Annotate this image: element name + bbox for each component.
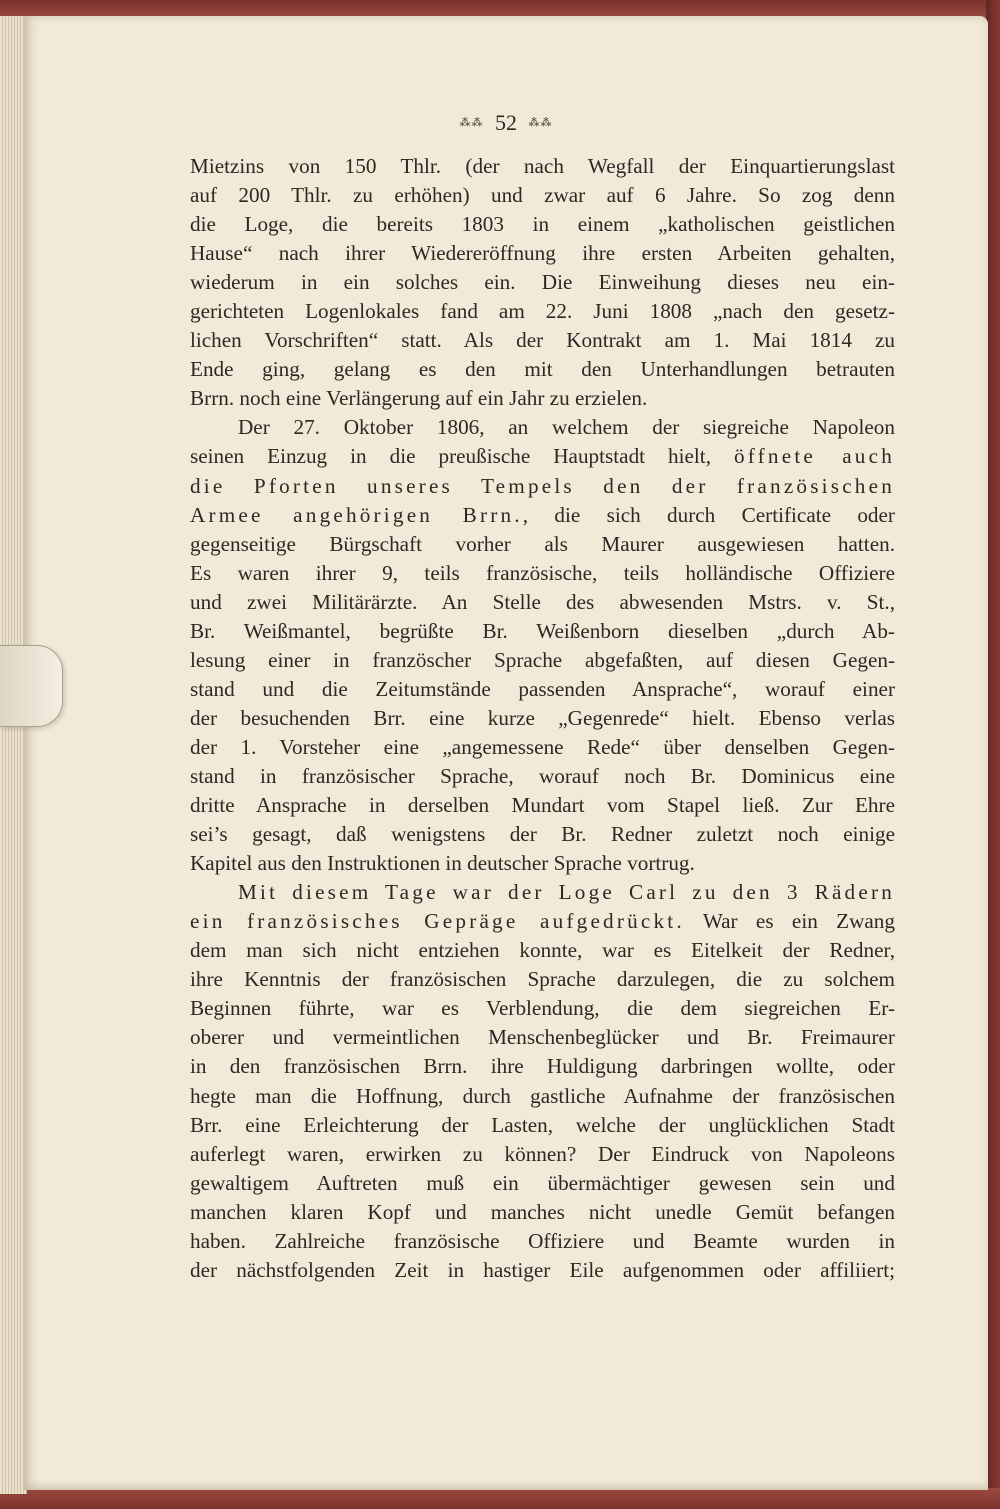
text-segment: War es ein Zwang [684, 909, 895, 934]
page-number: 52 [495, 109, 517, 135]
text-line: die Loge, die bereits 1803 in einem „katholischen geistlichen [190, 212, 895, 237]
text-line: Mietzins von 150 Thlr. (der nach Wegfall der Einquartierungslast [190, 154, 895, 178]
text-line: Br. Weißmantel, begrüßte Br. Weißenborn dieselben „durch Ab- [190, 618, 895, 643]
text-line: wiederum in ein solches ein. Die Einweihung dieses neu ein- [190, 270, 895, 295]
text-line: gerichteten Logenlokales fand am 22. Juni 1808 „nach den gesetz- [190, 299, 895, 324]
text-line: Hause“ nach ihrer Wiedereröffnung ihre ersten Arbeiten gehalten, [190, 241, 895, 266]
text-line: gewaltigem Auftreten muß ein übermächtiger gewesen sein und [190, 1170, 895, 1195]
bookmark-ribbon [0, 645, 63, 727]
text-line: hegte man die Hoffnung, durch gastliche Aufnahme der französischen [190, 1083, 895, 1108]
page-stack-edges [0, 16, 27, 1494]
text-line: manchen klaren Kopf und manches nicht unedle Gemüt befangen [190, 1199, 895, 1224]
text-line: Brr. eine Erleichterung der Lasten, welche der unglücklichen Stadt [190, 1112, 895, 1137]
text-segment: seinen Einzug in die preußische Hauptstadt hielt, [190, 444, 734, 469]
text-line: dritte Ansprache in derselben Mundart vom Stapel ließ. Zur Ehre [190, 793, 895, 818]
spaced-text-line: Mit diesem Tage war der Loge Carl zu den 3 Rädern [238, 880, 895, 905]
spaced-text-line: die Pforten unseres Tempels den der französischen [190, 473, 895, 498]
text-line: in den französischen Brrn. ihre Huldigung darbringen wollte, oder [190, 1054, 895, 1079]
text-line: der nächstfolgenden Zeit in hastiger Eile aufgenommen oder affiliiert; [190, 1257, 895, 1282]
text-line: dem man sich nicht entziehen konnte, war es Eitelkeit der Redner, [190, 938, 895, 963]
spaced-text-segment: Armee angehörigen Brrn. [190, 502, 523, 527]
ornament-right: ⁂⁂ [528, 117, 553, 130]
book-cover-bottom-edge [0, 1488, 1000, 1509]
page-header [24, 108, 988, 136]
spaced-text-segment: ein französisches Gepräge aufgedrückt. [190, 909, 685, 934]
text-line [190, 442, 895, 471]
text-line [190, 501, 895, 530]
text-line: und zwei Militärärzte. An Stelle des abwesenden Mstrs. v. St., [190, 589, 895, 614]
spaced-text-segment: öffnete auch [734, 444, 895, 469]
text-line: oberer und vermeintlichen Menschenbeglücker und Br. Freimaurer [190, 1025, 895, 1050]
text-line: der 1. Vorsteher eine „angemessene Rede“ über denselben Gegen- [190, 734, 895, 759]
text-line: haben. Zahlreiche französische Offiziere und Beamte wurden in [190, 1228, 895, 1253]
text-segment: , die sich durch Certificate oder [522, 502, 895, 527]
text-line: auferlegt waren, erwirken zu können? Der Eindruck von Napoleons [190, 1141, 895, 1166]
text-line: lesung einer in französcher Sprache abgefaßten, auf diesen Gegen- [190, 647, 895, 672]
text-line: ihre Kenntnis der französischen Sprache darzulegen, die zu solchem [190, 967, 895, 992]
text-line: Ende ging, gelang es den mit den Unterhandlungen betrauten [190, 357, 895, 382]
book-cover-right-edge [986, 0, 1000, 1509]
text-line: stand und die Zeitumstände passenden Ansprache“, worauf einer [190, 676, 895, 701]
text-line: Es waren ihrer 9, teils französische, teils holländische Offiziere [190, 560, 895, 585]
text-line: gegenseitige Bürgschaft vorher als Maurer ausgewiesen hatten. [190, 531, 895, 556]
text-line: Kapitel aus den Instruktionen in deutscher Sprache vortrug. [190, 851, 695, 876]
text-line: stand in französischer Sprache, worauf noch Br. Dominicus eine [190, 763, 895, 788]
text-line: Brrn. noch eine Verlängerung auf ein Jahr zu erzielen. [190, 386, 648, 411]
text-line: lichen Vorschriften“ statt. Als der Kontrakt am 1. Mai 1814 zu [190, 328, 895, 353]
text-line: auf 200 Thlr. zu erhöhen) und zwar auf 6 Jahre. So zog denn [190, 183, 895, 208]
ornament-left: ⁂⁂ [459, 117, 484, 130]
text-line [190, 907, 895, 936]
text-line: der besuchenden Brr. eine kurze „Gegenrede“ hielt. Ebenso verlas [190, 705, 895, 730]
text-line: sei’s gesagt, daß wenigstens der Br. Redner zuletzt noch einige [190, 822, 895, 847]
body-text [190, 152, 895, 1285]
text-line: Der 27. Oktober 1806, an welchem der siegreiche Napoleon [238, 415, 895, 440]
text-line: Beginnen führte, war es Verblendung, die dem siegreichen Er- [190, 996, 895, 1021]
